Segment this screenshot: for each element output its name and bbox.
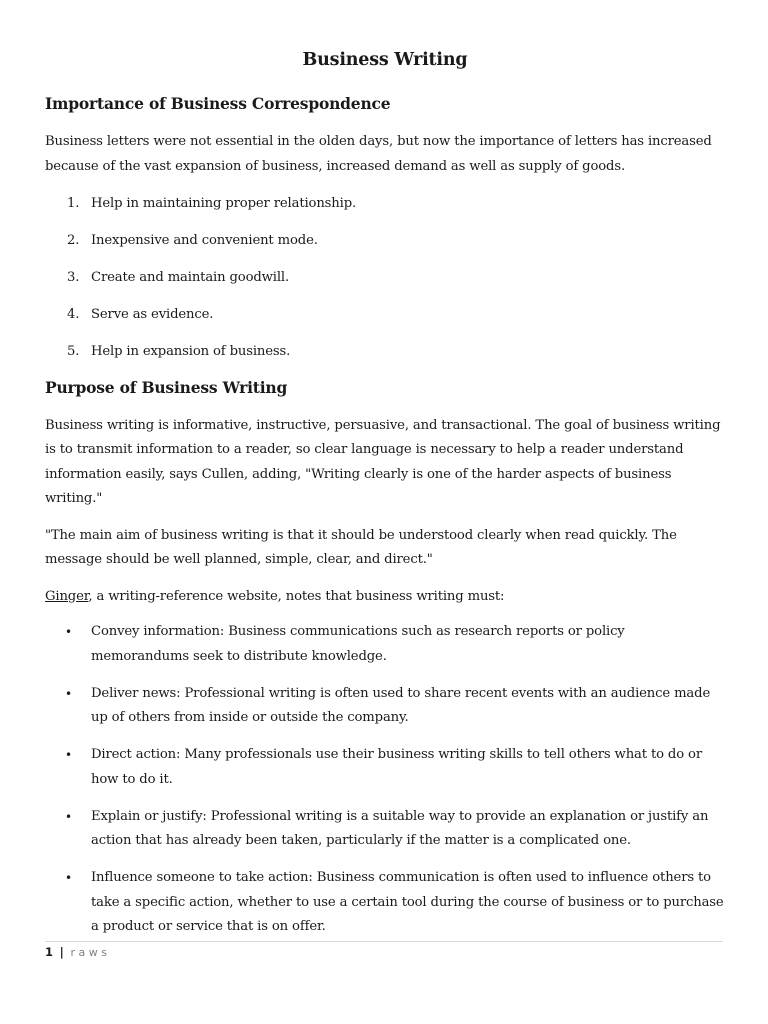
list-item: 1. Help in maintaining proper relationship.	[67, 196, 357, 211]
bullet-icon: •	[65, 748, 72, 762]
ginger-link[interactable]: Ginger	[45, 588, 89, 604]
purpose-bullet-list	[45, 620, 725, 940]
purpose-paragraph-1: Business writing is informative, instructive, persuasive, and transactional. The goal of business writing is to transmit information to a reader, so clear language is necessary to help a reader understand information easily, says Cullen, adding, "Writing clearly is one of the harder aspects of business writing."	[45, 417, 721, 506]
purpose-paragraph-2-quote: "The main aim of business writing is that it should be understood clearly when read quickly. The message should be well planned, simple, clear, and direct."	[45, 527, 677, 567]
list-item: • Explain or justify: Professional writing is a suitable way to provide an explanation or justify an action that has already been taken, particularly if the matter is a complicated one.	[45, 805, 725, 854]
footer-author: raws	[70, 946, 111, 959]
section-heading-purpose: Purpose of Business Writing	[45, 377, 288, 397]
document-body	[45, 46, 725, 952]
document-title: Business Writing	[302, 50, 468, 70]
list-item: 5. Help in expansion of business.	[67, 344, 291, 359]
bullet-icon: •	[65, 686, 72, 701]
importance-numbered-list	[45, 192, 725, 365]
list-item: • Direct action: Many professionals use their business writing skills to tell others what to do or how to do it.	[45, 743, 725, 792]
section-heading-importance: Importance of Business Correspondence	[45, 94, 391, 113]
list-item: • Convey information: Business communications such as research reports or policy memorandums seek to distribute knowledge.	[45, 620, 725, 669]
ginger-intro-paragraph: Ginger, a writing-reference website, notes that business writing must:	[45, 588, 505, 604]
bullet-icon: •	[65, 871, 72, 885]
page-footer	[45, 943, 111, 962]
list-item: • Influence someone to take action: Business communication is often used to influence others to take a specific action, whether to use a certain tool during the course of business or to purchase a product or service that is on offer.	[45, 866, 725, 940]
page-number: 1	[45, 945, 54, 959]
list-item: 4. Serve as evidence.	[67, 307, 214, 322]
bullet-icon: •	[65, 625, 72, 639]
list-item: 2. Inexpensive and convenient mode.	[67, 233, 318, 248]
importance-intro-paragraph: Business letters were not essential in the olden days, but now the importance of letters has increased because of the vast expansion of business, increased demand as well as supply of goods.	[45, 134, 712, 174]
list-item: • Deliver news: Professional writing is often used to share recent events with an audience made up of others from inside or outside the company.	[45, 682, 725, 731]
footer-divider	[45, 941, 723, 942]
list-item: 3. Create and maintain goodwill.	[67, 270, 290, 285]
footer-separator: |	[59, 945, 64, 959]
bullet-icon: •	[65, 809, 72, 824]
